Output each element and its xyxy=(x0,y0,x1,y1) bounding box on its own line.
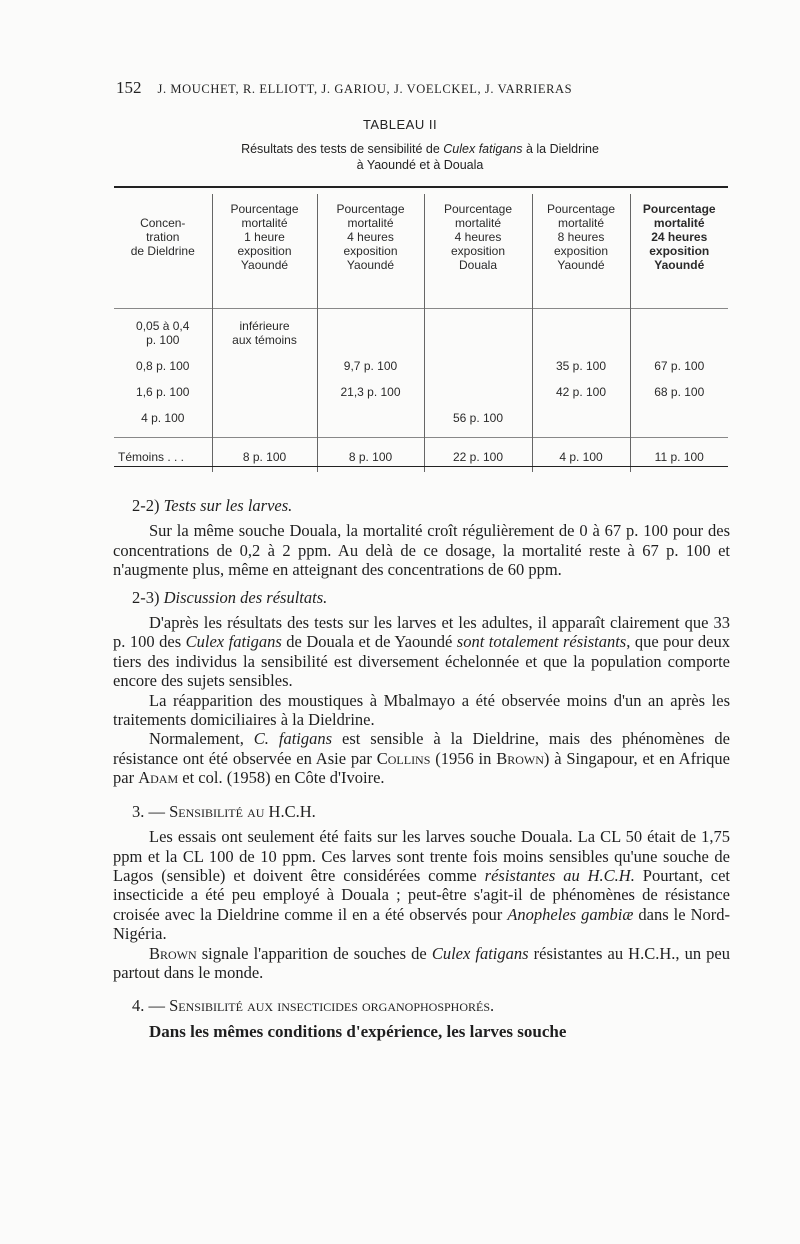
header-col-3: Pourcentage mortalité 4 heures exposition Douala xyxy=(424,194,532,309)
section-heading: 3. — Sensibilité au H.C.H. xyxy=(132,801,316,821)
cell: 22 p. 100 xyxy=(424,438,532,472)
article-body xyxy=(113,488,730,1041)
cell: 35 p. 100 xyxy=(532,359,630,385)
section-heading: 4. — Sensibilité aux insecticides organophosphorés. xyxy=(132,996,495,1016)
paragraph: Sur la même souche Douala, la mortalité croît régulièrement de 0 à 67 p. 100 pour des concentrations de 0,2 à 2 ppm. Au delà de ce dosage, la mortalité reste à 67 p. 100 et n'augmente plus, même en atteignant des concentrations de 60 ppm. xyxy=(113,521,730,580)
paragraph: Les essais ont seulement été faits sur les larves souche Douala. La CL 50 était de 1,75 ppm et la CL 100 de 10 ppm. Ces larves sont trente fois moins sensibles qu'une souche de Lagos (sensible) et doivent être considérées comme résistantes au H.C.H. Pourtant, cet insecticide a été peu employé à Douala ; peut-être s'agit-il de phénomènes de résistance croisée avec la Dieldrine comme il en a été observés pour Anopheles gambiæ dans le Nord-Nigéria. xyxy=(113,827,731,944)
running-header xyxy=(116,78,716,98)
cell-conc: Témoins . . . xyxy=(118,450,185,464)
paragraph: Normalement, C. fatigans est sensible à la Dieldrine, mais des phénomènes de résistance ont été observée en Asie par Collins (1956 in Brown) à Singapour, et en Afrique par Adam et col. (1958) en Côte d'Ivoire. xyxy=(113,729,730,788)
table-header-row xyxy=(114,194,728,309)
cell-conc: 1,6 p. 100 xyxy=(136,385,190,399)
cell-conc: 0,8 p. 100 xyxy=(136,359,190,373)
cell xyxy=(630,411,728,438)
cell-conc: 0,05 à 0,4 p. 100 xyxy=(136,319,190,347)
results-table xyxy=(114,194,728,472)
page-number: 152 xyxy=(116,78,142,97)
cell: 9,7 p. 100 xyxy=(317,359,424,385)
paragraph: D'après les résultats des tests sur les larves et les adultes, il apparaît clairement que 33 p. 100 des Culex fatigans de Douala et de Yaoundé sont totalement résistants, que pour deux tiers des individus la sensibilité est diversement échelonnée et que la population comporte encore des sujets sensibles. xyxy=(113,613,730,691)
table-label: TABLEAU II xyxy=(362,117,438,132)
cell xyxy=(630,309,728,359)
paragraph: La réapparition des moustiques à Mbalmayo a été observée moins d'un an après les traitements domiciliaires à la Dieldrine. xyxy=(113,690,730,730)
authors: J. MOUCHET, R. ELLIOTT, J. GARIOU, J. VOELCKEL, J. VARRIERAS xyxy=(157,82,573,96)
cell xyxy=(212,385,317,411)
cell xyxy=(532,309,630,359)
header-col-2: Pourcentage mortalité 4 heures exposition Yaoundé xyxy=(317,194,424,309)
cell: 8 p. 100 xyxy=(317,438,424,472)
section-heading: 2-3) Discussion des résultats. xyxy=(132,587,328,607)
table-row xyxy=(114,385,728,411)
paragraph: Brown signale l'apparition de souches de Culex fatigans résistantes au H.C.H., un peu partout dans le monde. xyxy=(113,943,731,982)
cell: 68 p. 100 xyxy=(630,385,728,411)
table-caption: Résultats des tests de sensibilité de Culex fatigans à la Dieldrine à Yaoundé et à Douala xyxy=(241,142,599,172)
cell xyxy=(532,411,630,438)
cell: 8 p. 100 xyxy=(212,438,317,472)
cell xyxy=(212,359,317,385)
cell: inférieure aux témoins xyxy=(212,309,317,359)
header-col-5: Pourcentage mortalité 24 heures exposition Yaoundé xyxy=(630,194,728,309)
cell xyxy=(424,309,532,359)
cell: 4 p. 100 xyxy=(532,438,630,472)
table-row xyxy=(114,309,728,359)
section-heading: 2-2) Tests sur les larves. xyxy=(132,496,293,515)
cell-conc: 4 p. 100 xyxy=(141,411,185,425)
species-name: Culex fatigans xyxy=(443,142,523,156)
table-bottom-rule xyxy=(114,466,728,467)
cell xyxy=(424,359,532,385)
header-col-1: Pourcentage mortalité 1 heure exposition Yaoundé xyxy=(212,194,317,309)
header-col-4: Pourcentage mortalité 8 heures exposition Yaoundé xyxy=(532,194,630,309)
table-row xyxy=(114,359,728,385)
table-row xyxy=(114,411,728,438)
paragraph: Dans les mêmes conditions d'expérience, les larves souche xyxy=(149,1021,567,1041)
cell: 21,3 p. 100 xyxy=(317,385,424,411)
cell: 67 p. 100 xyxy=(630,359,728,385)
cell xyxy=(317,309,424,359)
cell: 11 p. 100 xyxy=(630,438,728,472)
cell xyxy=(317,411,424,438)
cell xyxy=(424,385,532,411)
cell: 56 p. 100 xyxy=(424,411,532,438)
cell xyxy=(212,411,317,438)
header-concentration: Concen- tration de Dieldrine xyxy=(130,216,195,258)
cell: 42 p. 100 xyxy=(532,385,630,411)
table-top-rule xyxy=(114,186,728,188)
